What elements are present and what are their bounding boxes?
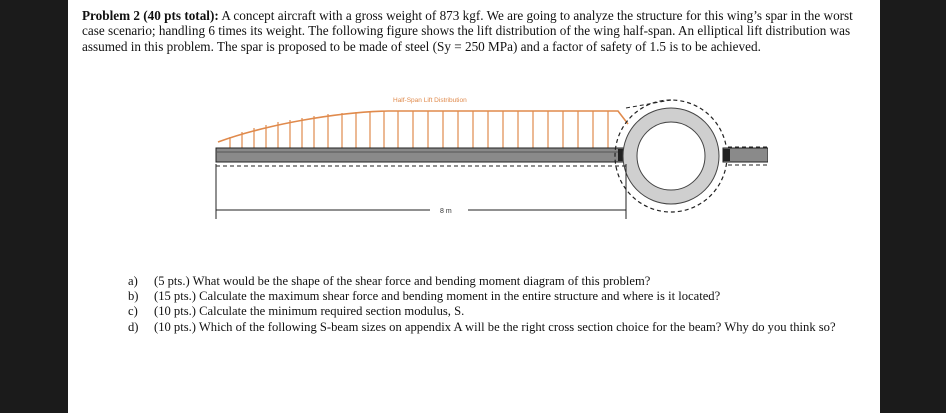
question-letter: a) — [128, 274, 138, 288]
question-letter: b) — [128, 289, 139, 304]
problem-statement — [82, 8, 866, 54]
question-text: (10 pts.) Which of the following S-beam sizes on appendix A will be the right cross section choice for the beam? Why do you think so? — [154, 319, 836, 334]
question-text: (10 pts.) Calculate the minimum required section modulus, S. — [154, 304, 465, 319]
lift-arrows — [230, 111, 608, 148]
question-d — [128, 320, 858, 335]
question-b — [128, 289, 858, 304]
lift-distribution-figure — [208, 94, 768, 264]
question-text: (15 pts.) Calculate the maximum shear force and bending moment in the entire structure and where is it located? — [154, 289, 721, 304]
question-a — [128, 274, 858, 289]
document-page — [68, 0, 880, 413]
fuselage-inner — [637, 122, 705, 190]
lift-envelope — [218, 111, 628, 142]
question-c — [128, 304, 858, 319]
question-text: (5 pts.) What would be the shape of the shear force and bending moment diagram of this problem? — [154, 274, 651, 288]
problem-body: A concept aircraft with a gross weight of 873 kgf. We are going to analyze the structure for this wing’s spar in the worst case scenario; handling 6 times its weight. The following figure shows the lift distribution of the wing half-span. An elliptical lift distribution was assumed in this problem. The spar is proposed to be made of steel (Sy = 250 MPa) and a factor of safety of 1.5 is to be achieved. — [82, 8, 853, 54]
question-letter: c) — [128, 304, 138, 319]
wing-outline-top — [626, 100, 671, 108]
dimension-label: 8 m — [440, 208, 452, 215]
problem-heading: Problem 2 (40 pts total): — [82, 8, 219, 23]
spar-left — [216, 148, 626, 162]
question-letter: d) — [128, 319, 139, 334]
question-list — [128, 274, 858, 335]
figure-caption: Half-Span Lift Distribution — [393, 97, 467, 104]
